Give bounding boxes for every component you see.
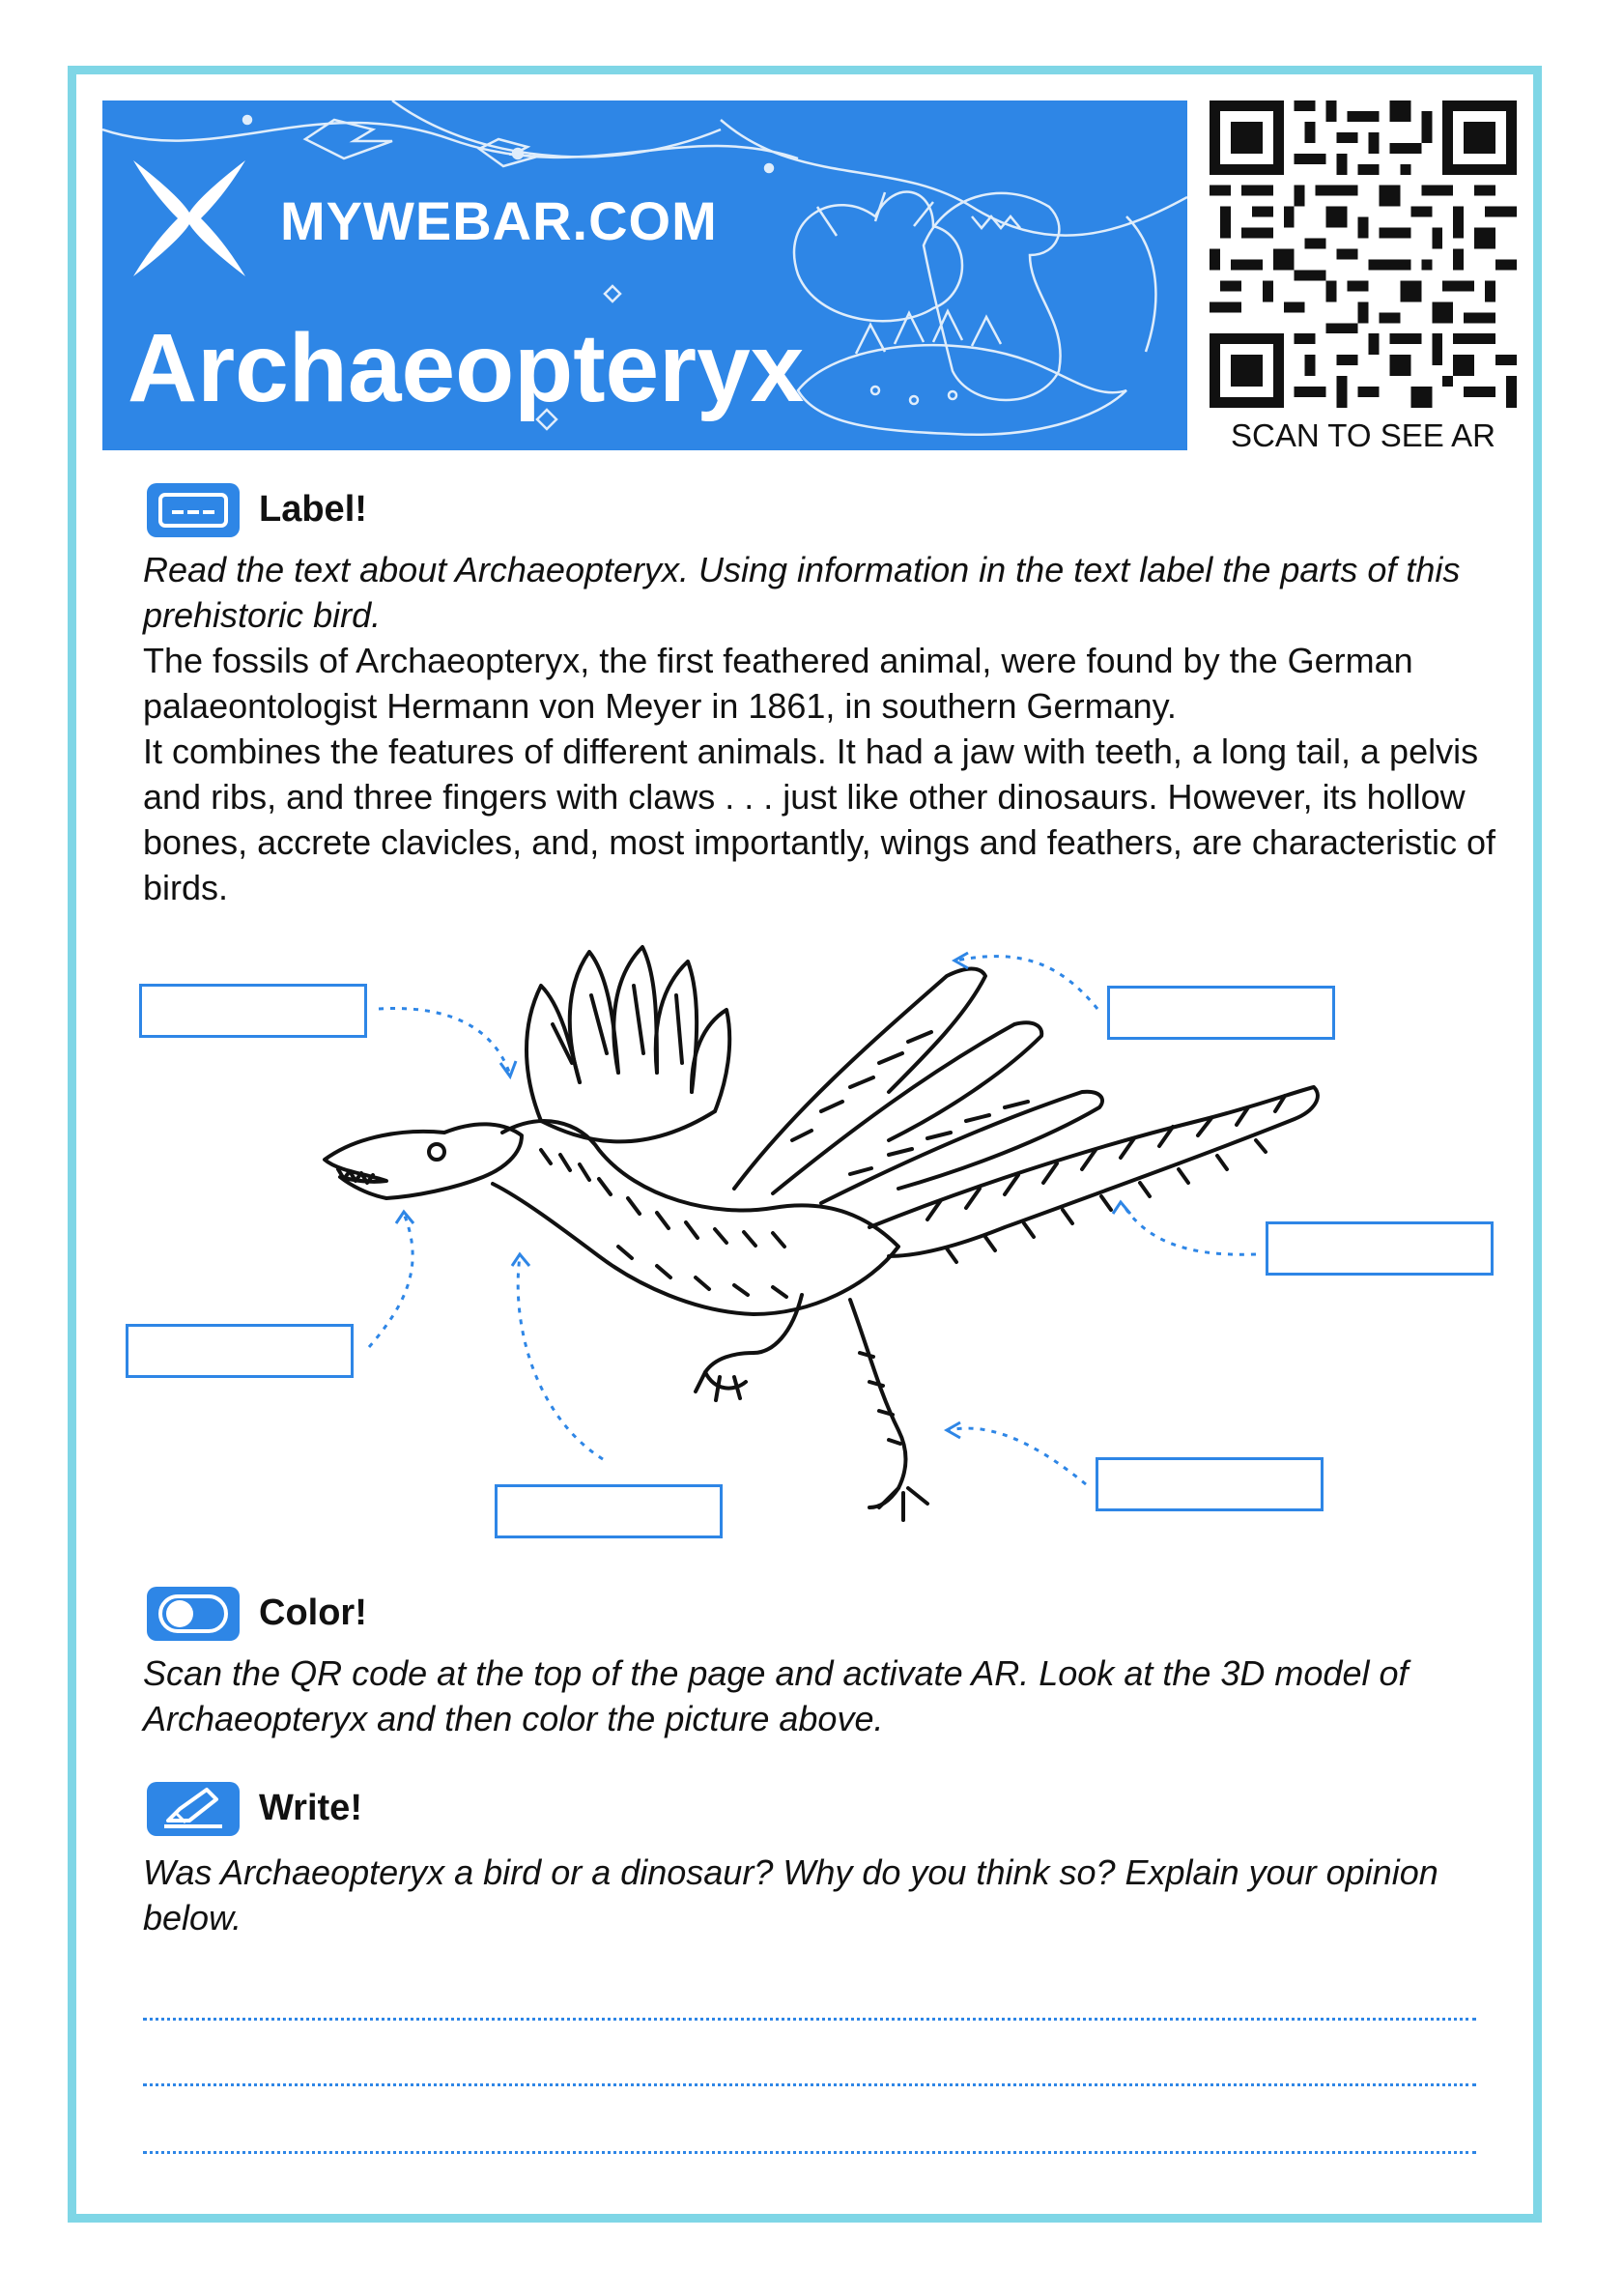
label-answer-box-leg[interactable] <box>1096 1457 1324 1511</box>
color-section-title: Color! <box>259 1593 367 1633</box>
label-paragraph-2: It combines the features of different animals. It had a jaw with teeth, a long tail, a pelvis and ribs, and three fingers with claws . . . just like other dinosaurs. However, its hollow bones, accrete clavicles, and, most importantly, wings and feathers, are characteristic of birds. <box>143 732 1495 907</box>
qr-caption: SCAN TO SEE AR <box>1231 417 1495 453</box>
label-answer-box-jaw[interactable] <box>126 1324 354 1378</box>
label-answer-box-wing-left[interactable] <box>139 984 367 1038</box>
qr-code[interactable] <box>1210 100 1517 408</box>
label-paragraph-1: The fossils of Archaeopteryx, the first feathered animal, were found by the German palaeontologist Hermann von Meyer in 1861, in southern Germany. <box>143 641 1413 726</box>
brand-name: MYWEBAR.COM <box>280 190 718 251</box>
write-instruction: Was Archaeopteryx a bird or a dinosaur? Why do you think so? Explain your opinion below. <box>143 1852 1438 1937</box>
label-answer-box-body[interactable] <box>495 1484 723 1538</box>
header-banner <box>102 100 1187 450</box>
pencil-write-icon <box>147 1782 240 1836</box>
answer-line-3[interactable] <box>143 2151 1476 2154</box>
toggle-icon <box>147 1587 240 1641</box>
x-logo-icon <box>128 157 251 280</box>
label-answer-box-tail[interactable] <box>1266 1221 1494 1276</box>
answer-line-2[interactable] <box>143 2083 1476 2086</box>
label-answer-box-wing-right[interactable] <box>1107 986 1335 1040</box>
answer-line-1[interactable] <box>143 2018 1476 2021</box>
page-title: Archaeopteryx <box>128 314 805 422</box>
label-instruction: Read the text about Archaeopteryx. Using information in the text label the parts of this prehistoric bird. <box>143 550 1461 635</box>
color-instruction: Scan the QR code at the top of the page and activate AR. Look at the 3D model of Archaeopteryx and then color the picture above. <box>143 1653 1409 1738</box>
label-box-icon <box>147 483 240 537</box>
write-section-title: Write! <box>259 1788 362 1828</box>
label-section-title: Label! <box>259 489 367 530</box>
